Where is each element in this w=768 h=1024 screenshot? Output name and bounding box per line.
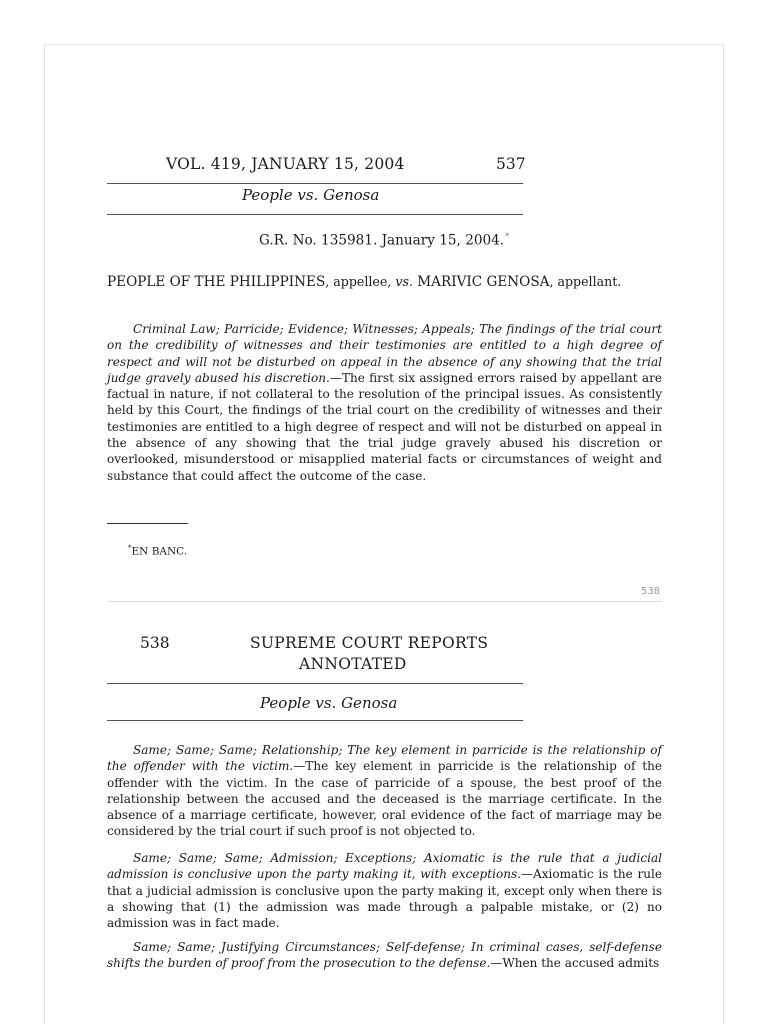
page-number: 537: [496, 155, 526, 173]
header-rule-top: [107, 183, 523, 184]
page-divider: [107, 601, 662, 602]
footnote-rule: [107, 523, 188, 524]
page-break-marker: 538: [641, 586, 661, 597]
volume-header: VOL. 419, JANUARY 15, 2004: [166, 155, 405, 173]
footnote-link[interactable]: *: [505, 232, 510, 241]
syllabus-body: —The key element in parricide is the relationship of the offender with the victim. In the case of parricide of a spouse, the best proof of the relationship between the accused and the deceased is the marriage certificate. In the absence of a marriage certificate, however, oral evidence of the fact of marriage may be considered by the trial court if such proof is not objected to.: [107, 759, 663, 839]
header-rule-top-2: [107, 683, 523, 684]
syllabus-headnote: Criminal Law; Parricide; Evidence; Witnesses; Appeals; The findings of the trial court on the credibility of witnesses and their testimonies are entitled to a high degree of respect and will not be disturbed on appeal in the absence of any showing that the trial judge gravely abused his discretion.: [107, 322, 662, 385]
case-number-text: G.R. No. 135981. January 15, 2004.: [259, 232, 505, 249]
syllabus-headnote: Same; Same; Justifying Circumstances; Self-defense; In criminal cases, self-defense shifts the burden of proof from the prosecution to the defense.: [107, 940, 662, 971]
header-rule-bottom: [107, 214, 523, 215]
running-title-2: People vs. Genosa: [260, 694, 398, 712]
footnote: [128, 544, 187, 558]
page-number-2: 538: [140, 634, 170, 652]
syllabus-paragraph: [107, 321, 662, 484]
syllabus-paragraph: [107, 850, 662, 931]
syllabus-headnote: Same; Same; Same; Relationship; The key element in parricide is the relationship of the offender with the victim.: [107, 743, 662, 774]
syllabus-headnote: Same; Same; Same; Admission; Exceptions; Axiomatic is the rule that a judicial admission is conclusive upon the party making it, with exceptions.: [107, 851, 662, 882]
plaintiff-role: , appellee,: [325, 274, 396, 289]
syllabus-body: —The first six assigned errors raised by appellant are factual in nature, if not collateral to the resolution of the principal issues. As consistently held by this Court, the findings of the trial court on the credibility of witnesses and their testimonies are entitled to a high degree of respect and will not be disturbed on appeal in the absence of any showing that the trial judge gravely abused his discretion or overlooked, misunderstood or misapplied material facts or circumstances of weight and substance that could affect the outcome of the case.: [107, 370, 662, 483]
syllabus-body: —When the accused admits: [490, 956, 660, 971]
case-number: [259, 232, 509, 249]
versus-label: vs.: [395, 274, 413, 289]
reporter-title-line2: ANNOTATED: [299, 655, 407, 673]
header-rule-bottom-2: [107, 720, 523, 721]
case-parties: [107, 274, 621, 290]
reporter-title-line1: SUPREME COURT REPORTS: [250, 634, 489, 652]
syllabus-body: —Axiomatic is the rule that a judicial admission is conclusive upon the party making it, except only when there is a showing that (1) the admission was made through a palpable mistake, or (2) no admission was in fact made.: [107, 867, 662, 931]
defendant-role: , appellant.: [549, 274, 622, 289]
plaintiff-name: PEOPLE OF THE PHILIPPINES: [107, 274, 326, 290]
footnote-mark: *: [128, 544, 132, 552]
running-title: People vs. Genosa: [242, 186, 380, 204]
defendant-name: MARIVIC GENOSA: [412, 274, 550, 290]
syllabus-paragraph: [107, 939, 662, 972]
footnote-text: EN BANC.: [131, 545, 188, 558]
syllabus-paragraph: [107, 742, 662, 840]
